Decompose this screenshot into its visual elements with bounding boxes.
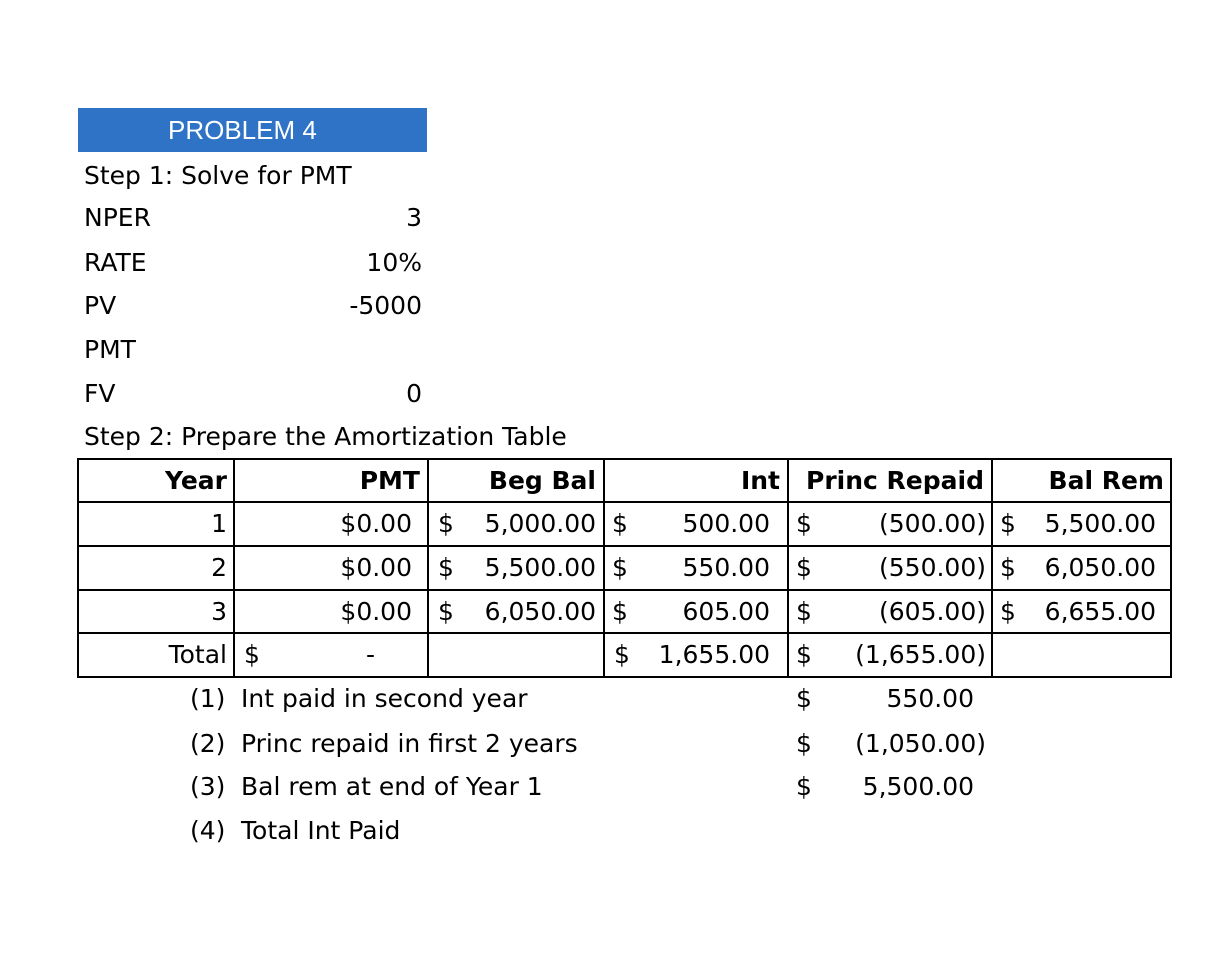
row1-pmt[interactable]: $0.00 — [340, 509, 412, 538]
row3-beg-currency: $ — [438, 597, 454, 626]
row3-beg-bal[interactable]: 6,050.00 — [484, 597, 596, 626]
question-1-text: Int paid in second year — [241, 684, 528, 713]
question-3-text: Bal rem at end of Year 1 — [241, 772, 543, 801]
total-int[interactable]: 1,655.00 — [658, 640, 770, 669]
row3-princ-repaid[interactable]: (605.00) — [879, 597, 986, 626]
rate-label: RATE — [84, 248, 147, 277]
rate-value[interactable]: 10% — [366, 248, 422, 277]
row3-pmt[interactable]: $0.00 — [340, 597, 412, 626]
total-label: Total — [168, 640, 227, 669]
row2-beg-bal[interactable]: 5,500.00 — [484, 553, 596, 582]
row2-princ-currency: $ — [796, 553, 812, 582]
answer-1-currency: $ — [796, 684, 812, 713]
row1-year[interactable]: 1 — [211, 509, 227, 538]
question-4-text: Total Int Paid — [241, 816, 401, 845]
row2-bal-currency: $ — [1000, 553, 1016, 582]
total-princ-currency: $ — [796, 640, 812, 669]
row1-beg-currency: $ — [438, 509, 454, 538]
row3-int[interactable]: 605.00 — [682, 597, 770, 626]
header-princ-repaid: Princ Repaid — [806, 466, 984, 495]
question-4-number: (4) — [190, 816, 226, 845]
row3-year[interactable]: 3 — [211, 597, 227, 626]
nper-value[interactable]: 3 — [406, 203, 422, 232]
total-int-currency: $ — [614, 640, 630, 669]
question-3-number: (3) — [190, 772, 226, 801]
answer-1-value[interactable]: 550.00 — [886, 684, 974, 713]
pv-label: PV — [84, 291, 117, 320]
step2-heading: Step 2: Prepare the Amortization Table — [84, 422, 567, 451]
total-pmt[interactable]: - — [366, 640, 376, 669]
row2-bal-rem[interactable]: 6,050.00 — [1044, 553, 1156, 582]
row1-bal-rem[interactable]: 5,500.00 — [1044, 509, 1156, 538]
total-princ-repaid[interactable]: (1,655.00) — [855, 640, 986, 669]
row3-bal-rem[interactable]: 6,655.00 — [1044, 597, 1156, 626]
row3-princ-currency: $ — [796, 597, 812, 626]
header-beg-bal: Beg Bal — [488, 466, 596, 495]
answer-2-value[interactable]: (1,050.00) — [855, 729, 986, 758]
row2-princ-repaid[interactable]: (550.00) — [879, 553, 986, 582]
row1-bal-currency: $ — [1000, 509, 1016, 538]
fv-value[interactable]: 0 — [406, 379, 422, 408]
question-1-number: (1) — [190, 684, 226, 713]
row1-princ-currency: $ — [796, 509, 812, 538]
header-int: Int — [740, 466, 780, 495]
answer-3-value[interactable]: 5,500.00 — [862, 772, 974, 801]
fv-label: FV — [84, 379, 116, 408]
header-year: Year — [165, 466, 227, 495]
question-2-text: Princ repaid in first 2 years — [241, 729, 578, 758]
row1-int[interactable]: 500.00 — [682, 509, 770, 538]
answer-3-currency: $ — [796, 772, 812, 801]
row3-int-currency: $ — [612, 597, 628, 626]
row1-beg-bal[interactable]: 5,000.00 — [484, 509, 596, 538]
row2-year[interactable]: 2 — [211, 553, 227, 582]
problem-title: PROBLEM 4 — [168, 115, 317, 145]
row2-beg-currency: $ — [438, 553, 454, 582]
header-bal-rem: Bal Rem — [1048, 466, 1164, 495]
header-pmt: PMT — [359, 466, 420, 495]
row2-int-currency: $ — [612, 553, 628, 582]
answer-2-currency: $ — [796, 729, 812, 758]
question-2-number: (2) — [190, 729, 226, 758]
row2-int[interactable]: 550.00 — [682, 553, 770, 582]
row1-int-currency: $ — [612, 509, 628, 538]
nper-label: NPER — [84, 203, 151, 232]
row2-pmt[interactable]: $0.00 — [340, 553, 412, 582]
pmt-label: PMT — [84, 335, 136, 364]
pv-value[interactable]: -5000 — [349, 291, 422, 320]
row3-bal-currency: $ — [1000, 597, 1016, 626]
total-pmt-currency: $ — [244, 640, 260, 669]
step1-heading: Step 1: Solve for PMT — [84, 161, 352, 190]
row1-princ-repaid[interactable]: (500.00) — [879, 509, 986, 538]
